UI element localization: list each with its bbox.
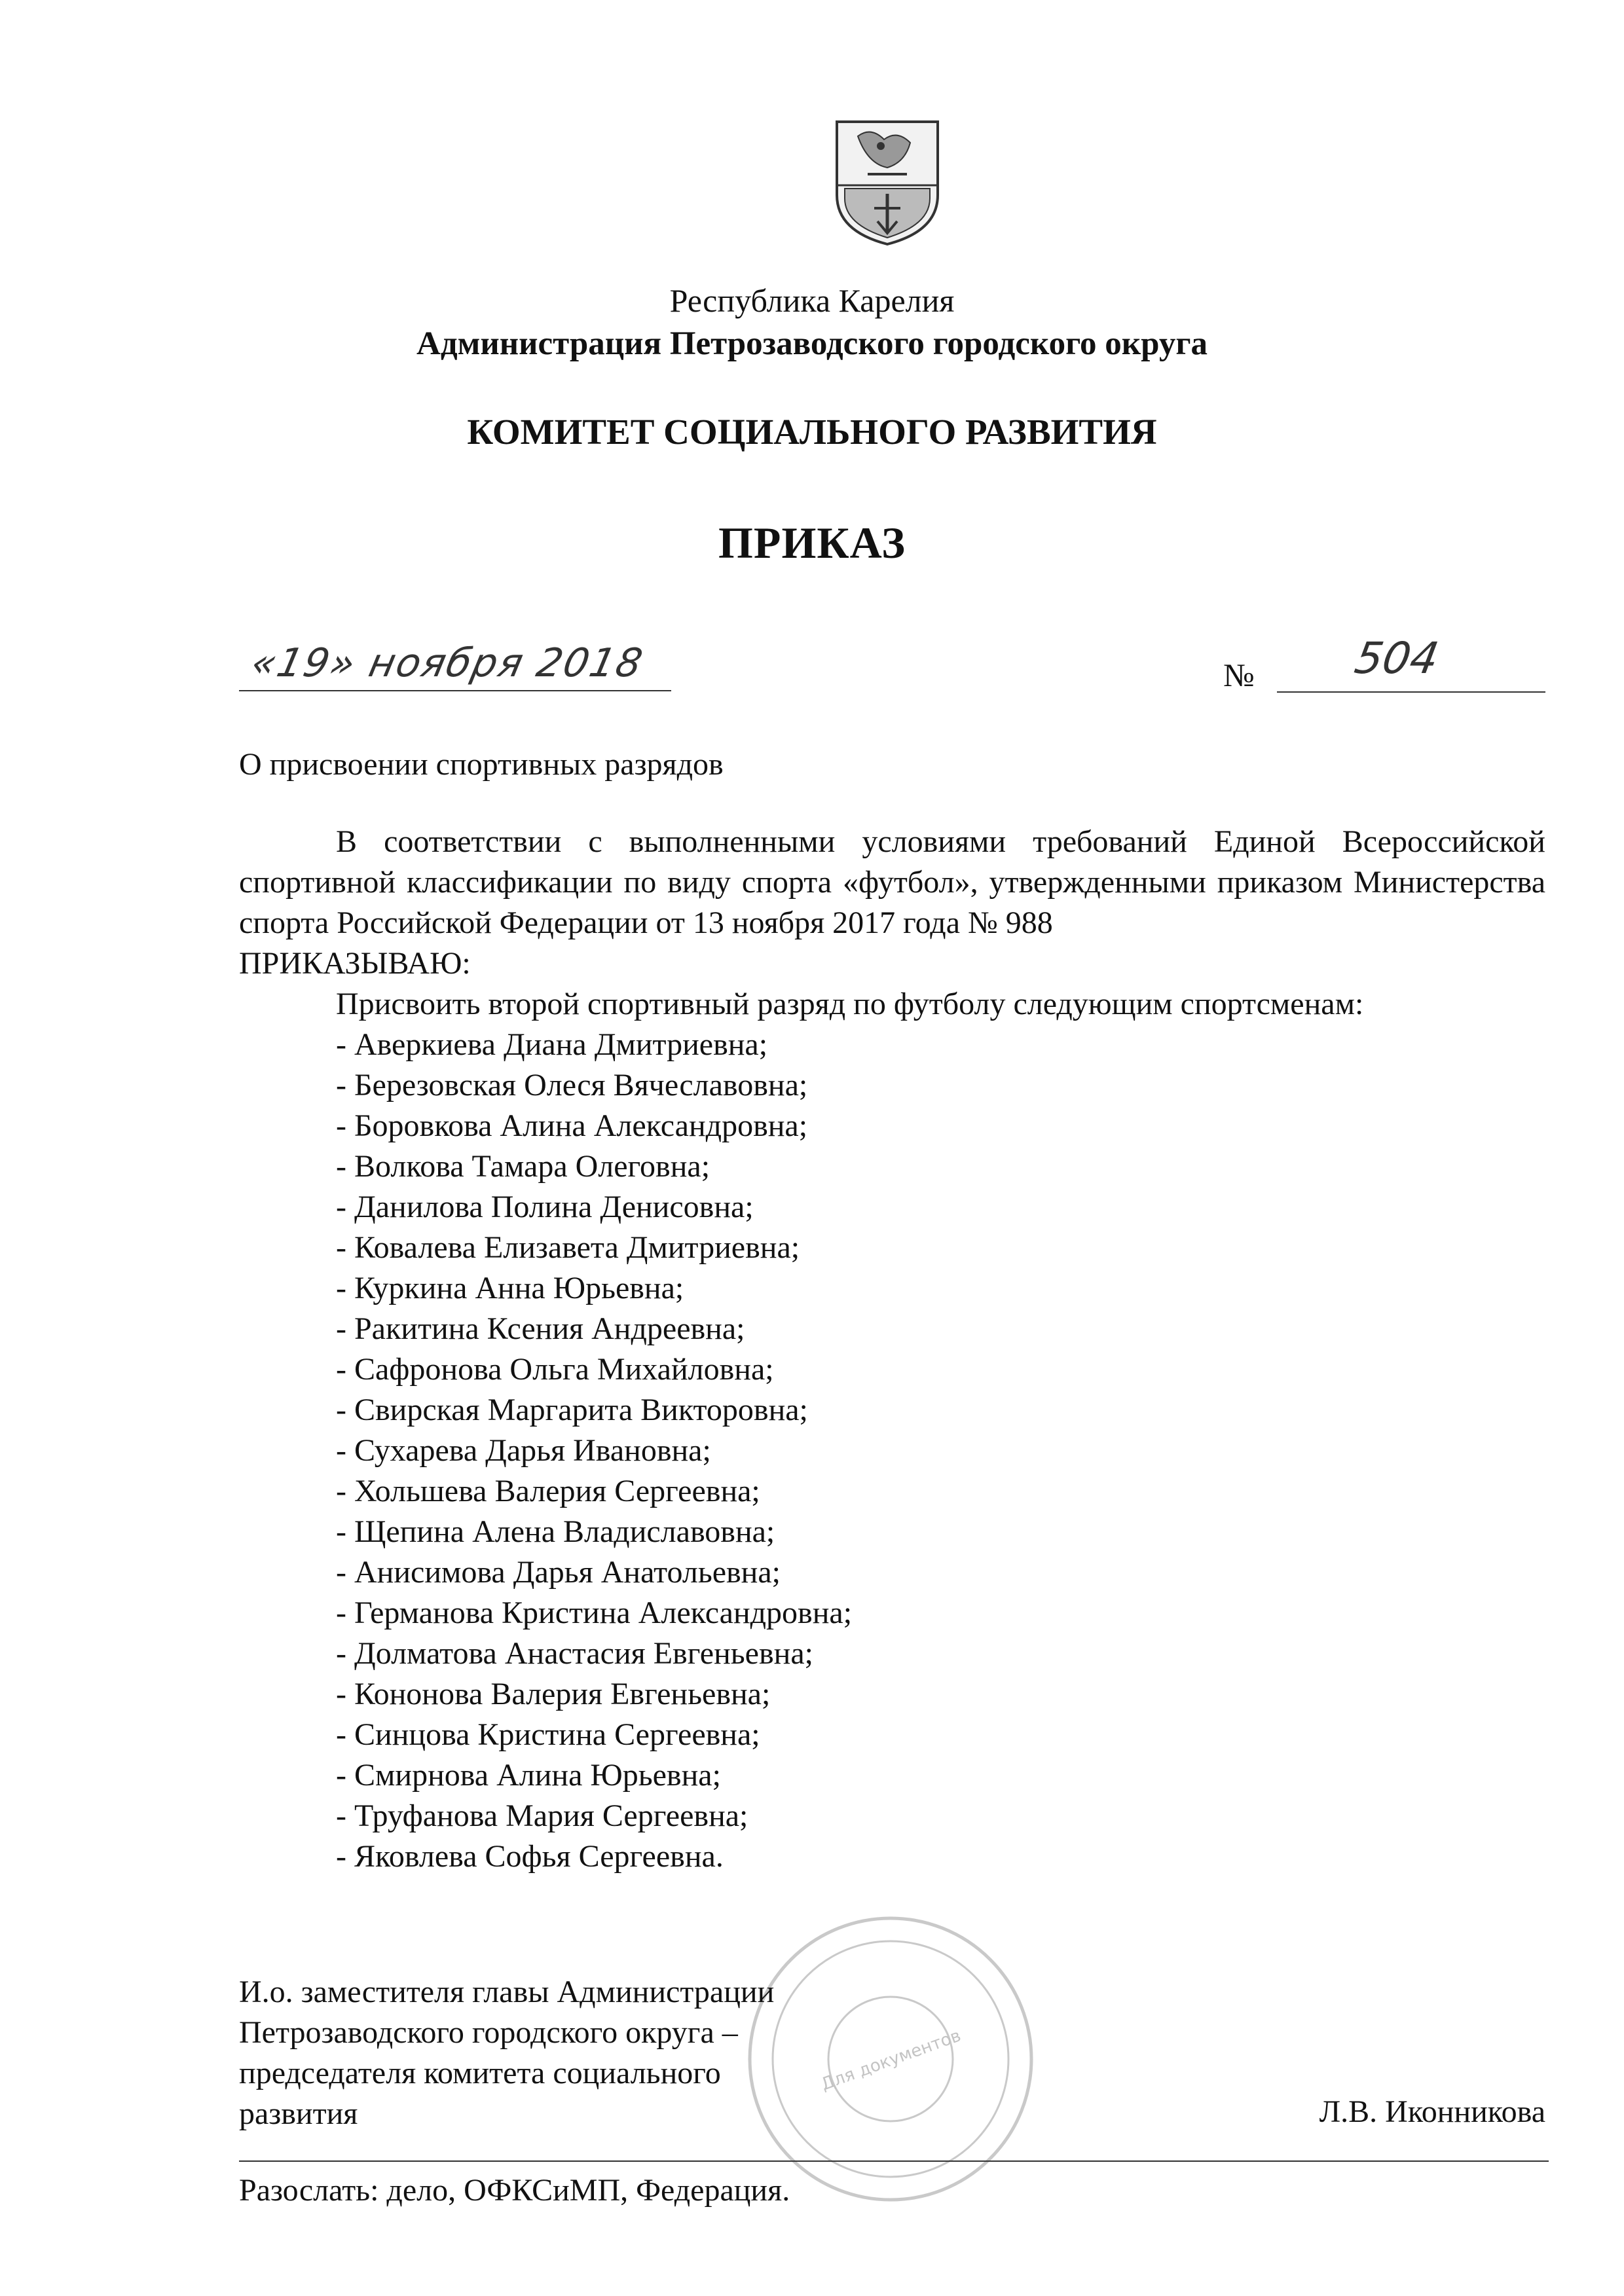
signer-name: Л.В. Иконникова bbox=[1319, 2094, 1545, 2129]
number-sign-label: № bbox=[1223, 657, 1255, 693]
athlete-item: - Яковлева Софья Сергеевна. bbox=[336, 1839, 724, 1874]
athlete-item: - Куркина Анна Юрьевна; bbox=[336, 1271, 684, 1305]
athlete-item: - Боровкова Алина Александровна; bbox=[336, 1108, 808, 1143]
order-number-handwritten: 504 bbox=[1351, 633, 1443, 683]
athlete-item: - Аверкиева Диана Дмитриевна; bbox=[336, 1027, 768, 1062]
preamble-paragraph: В соответствии с выполненными условиями требований Единой Всероссийской спортивной классификации по виду спорта «футбол», утвержденными приказом Министерства спорта Российской Федерации от 13 ноября 2017 года № 988 bbox=[239, 824, 1545, 940]
signature-position-block bbox=[239, 1972, 774, 2134]
position-line: Петрозаводского городского округа – bbox=[239, 2015, 738, 2050]
athlete-item: - Щепина Алена Владиславовна; bbox=[336, 1514, 775, 1549]
athlete-item: - Ракитина Ксения Андреевна; bbox=[336, 1311, 745, 1346]
position-line: И.о. заместителя главы Администрации bbox=[239, 1975, 775, 2009]
svg-text:Для документов: Для документов bbox=[818, 2026, 964, 2095]
footer-divider bbox=[239, 2160, 1549, 2162]
date-underline bbox=[239, 690, 671, 691]
athlete-item: - Смирнова Алина Юрьевна; bbox=[336, 1758, 721, 1793]
distribution-list: Разослать: дело, ОФКСиМП, Федерация. bbox=[239, 2173, 790, 2208]
administration-name: Администрация Петрозаводского городского округа bbox=[416, 325, 1208, 362]
athlete-item: - Анисимова Дарья Анатольевна; bbox=[336, 1555, 781, 1590]
number-underline bbox=[1277, 691, 1545, 693]
athlete-item: - Кононова Валерия Евгеньевна; bbox=[336, 1677, 771, 1711]
order-body bbox=[239, 822, 1545, 1877]
order-subject: О присвоении спортивных разрядов bbox=[239, 747, 724, 782]
committee-name: КОМИТЕТ СОЦИАЛЬНОГО РАЗВИТИЯ bbox=[467, 412, 1157, 452]
assignment-line: Присвоить второй спортивный разряд по футболу следующим спортсменам: bbox=[336, 987, 1364, 1021]
athlete-item: - Труфанова Мария Сергеевна; bbox=[336, 1798, 748, 1833]
order-date-handwritten: «19» ноября 2018 bbox=[247, 640, 648, 686]
order-word: ПРИКАЗЫВАЮ: bbox=[239, 946, 471, 981]
athlete-item: - Долматова Анастасия Евгеньевна; bbox=[336, 1636, 813, 1671]
official-round-stamp bbox=[733, 1905, 1048, 2213]
athlete-item: - Данилова Полина Денисовна; bbox=[336, 1190, 754, 1224]
athlete-item: - Синцова Кристина Сергеевна; bbox=[336, 1717, 760, 1752]
athlete-item: - Ковалева Елизавета Дмитриевна; bbox=[336, 1230, 800, 1265]
athlete-item: - Волкова Тамара Олеговна; bbox=[336, 1149, 710, 1184]
order-number-field bbox=[1277, 635, 1545, 695]
athlete-item: - Сухарева Дарья Ивановна; bbox=[336, 1433, 711, 1468]
athlete-item: - Германова Кристина Александровна; bbox=[336, 1595, 853, 1630]
athlete-item: - Березовская Олеся Вячеславовна; bbox=[336, 1068, 808, 1102]
document-type-title: ПРИКАЗ bbox=[718, 518, 906, 568]
coat-of-arms-emblem bbox=[832, 117, 943, 247]
order-date-field bbox=[239, 642, 671, 694]
athlete-item: - Хольшева Валерия Сергеевна; bbox=[336, 1474, 760, 1508]
republic-name: Республика Карелия bbox=[669, 282, 955, 319]
position-line: развития bbox=[239, 2096, 358, 2131]
athlete-item: - Свирская Маргарита Викторовна; bbox=[336, 1393, 808, 1427]
athletes-list bbox=[239, 1025, 1545, 1877]
athlete-item: - Сафронова Ольга Михайловна; bbox=[336, 1352, 774, 1387]
position-line: председателя комитета социального bbox=[239, 2056, 721, 2090]
